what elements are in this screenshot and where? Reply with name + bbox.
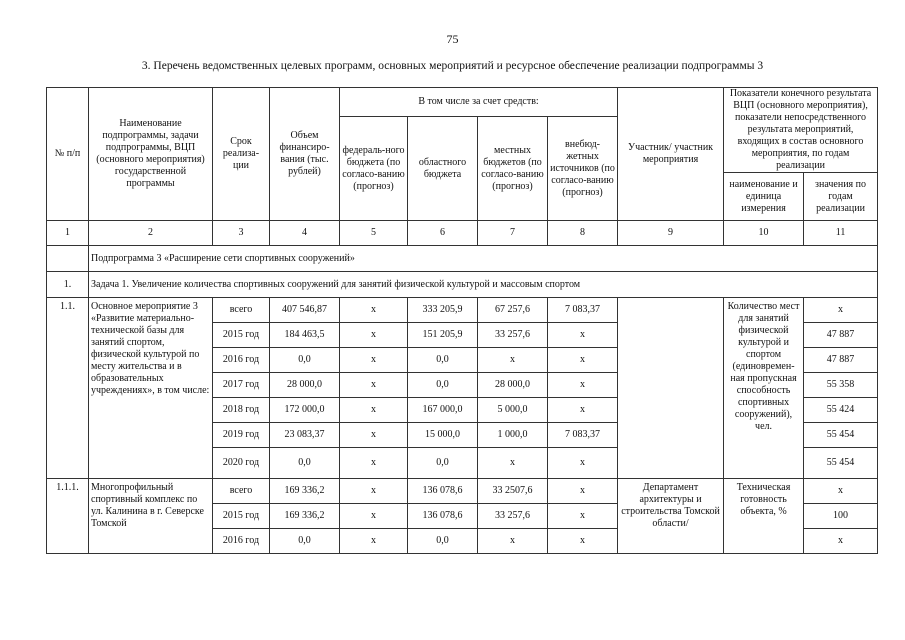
regional-cell: 0,0 [408, 373, 478, 398]
federal-cell: x [340, 423, 408, 448]
block2-name: Многопрофильный спортивный комплекс по ул. Калинина в г. Северске Томской [89, 479, 213, 554]
regional-cell: 136 078,6 [408, 504, 478, 529]
header-indicators: Показатели конечного результата ВЦП (основного мероприятия), показатели непосредственного результата мероприятий, входящих в состав основного мероприятия, по годам реализации [724, 88, 878, 173]
local-cell: x [478, 348, 548, 373]
local-cell: 33 257,6 [478, 323, 548, 348]
header-num: № п/п [47, 88, 89, 221]
header-regional: областного бюджета [408, 117, 478, 221]
federal-cell: x [340, 504, 408, 529]
value-cell: 55 454 [804, 448, 878, 479]
volume-cell: 0,0 [270, 348, 340, 373]
task-title: Задача 1. Увеличение количества спортивных сооружений для занятий физической культурой и массовым спортом [89, 272, 878, 298]
volume-cell: 0,0 [270, 529, 340, 554]
col-number: 7 [478, 221, 548, 246]
local-cell: 67 257,6 [478, 298, 548, 323]
col-number: 2 [89, 221, 213, 246]
federal-cell: x [340, 529, 408, 554]
col-number: 3 [213, 221, 270, 246]
header-participant: Участник/ участник мероприятия [618, 88, 724, 221]
federal-cell: x [340, 373, 408, 398]
col-number: 8 [548, 221, 618, 246]
value-cell: 55 358 [804, 373, 878, 398]
task-num: 1. [47, 272, 89, 298]
term-cell: 2019 год [213, 423, 270, 448]
header-volume: Объем финансиро-вания (тыс. рублей) [270, 88, 340, 221]
table-row [47, 298, 878, 323]
volume-cell: 0,0 [270, 448, 340, 479]
value-cell: 47 887 [804, 348, 878, 373]
local-cell: 1 000,0 [478, 423, 548, 448]
federal-cell: x [340, 323, 408, 348]
regional-cell: 167 000,0 [408, 398, 478, 423]
regional-cell: 0,0 [408, 448, 478, 479]
block1-participant [618, 298, 724, 479]
extra-cell: x [548, 373, 618, 398]
regional-cell: 0,0 [408, 348, 478, 373]
block2-num: 1.1.1. [47, 479, 89, 554]
term-cell: 2015 год [213, 323, 270, 348]
table-row [47, 479, 878, 504]
col-number: 9 [618, 221, 724, 246]
value-cell: 100 [804, 504, 878, 529]
federal-cell: x [340, 298, 408, 323]
extra-cell: x [548, 479, 618, 504]
federal-cell: x [340, 448, 408, 479]
local-cell: x [478, 529, 548, 554]
extra-cell: x [548, 529, 618, 554]
block1-num: 1.1. [47, 298, 89, 479]
extra-cell: 7 083,37 [548, 423, 618, 448]
value-cell: x [804, 298, 878, 323]
subprogram-num [47, 246, 89, 272]
header-ind-values: значения по годам реализации [804, 173, 878, 221]
volume-cell: 172 000,0 [270, 398, 340, 423]
header-local: местных бюджетов (по согласо-ванию (прогноз) [478, 117, 548, 221]
col-number: 5 [340, 221, 408, 246]
value-cell: x [804, 479, 878, 504]
col-number: 4 [270, 221, 340, 246]
header-incl: В том числе за счет средств: [340, 88, 618, 117]
regional-cell: 15 000,0 [408, 423, 478, 448]
col-number: 1 [47, 221, 89, 246]
extra-cell: x [548, 323, 618, 348]
regional-cell: 0,0 [408, 529, 478, 554]
subprogram-title: Подпрограмма 3 «Расширение сети спортивных сооружений» [89, 246, 878, 272]
volume-cell: 184 463,5 [270, 323, 340, 348]
col-number: 10 [724, 221, 804, 246]
volume-cell: 28 000,0 [270, 373, 340, 398]
col-number: 11 [804, 221, 878, 246]
regional-cell: 136 078,6 [408, 479, 478, 504]
extra-cell: x [548, 398, 618, 423]
volume-cell: 169 336,2 [270, 504, 340, 529]
federal-cell: x [340, 348, 408, 373]
page-number: 75 [446, 32, 459, 46]
program-table [46, 87, 878, 554]
value-cell: 55 424 [804, 398, 878, 423]
term-cell: 2016 год [213, 348, 270, 373]
header-name: Наименование подпрограммы, задачи подпрограммы, ВЦП (основного мероприятия) государственной программы [89, 88, 213, 221]
value-cell: 55 454 [804, 423, 878, 448]
local-cell: 33 257,6 [478, 504, 548, 529]
local-cell: x [478, 448, 548, 479]
local-cell: 5 000,0 [478, 398, 548, 423]
term-cell: 2017 год [213, 373, 270, 398]
volume-cell: 23 083,37 [270, 423, 340, 448]
value-cell: 47 887 [804, 323, 878, 348]
block1-indicator: Количество мест для занятий физической культурой и спортом (единовремен-ная пропускная способность спортивных сооружений), чел. [724, 298, 804, 479]
regional-cell: 333 205,9 [408, 298, 478, 323]
extra-cell: x [548, 448, 618, 479]
extra-cell: x [548, 348, 618, 373]
volume-cell: 169 336,2 [270, 479, 340, 504]
subprogram-row [47, 246, 878, 272]
local-cell: 33 2507,6 [478, 479, 548, 504]
document-title: 3. Перечень ведомственных целевых программ, основных мероприятий и ресурсное обеспечение реализации подпрограммы 3 [141, 60, 764, 72]
term-cell: 2016 год [213, 529, 270, 554]
header-extra: внебюд-жетных источников (по согласо-ванию (прогноз) [548, 117, 618, 221]
block1-name: Основное мероприятие 3 «Развитие материально-технической базы для занятий спортом, физической культурой по месту жительства и в образовательных учреждениях», в том числе: [89, 298, 213, 479]
extra-cell: x [548, 504, 618, 529]
task-row [47, 272, 878, 298]
header-federal: федераль-ного бюджета (по согласо-ванию (прогноз) [340, 117, 408, 221]
block2-participant: Департамент архитектуры и строительства Томской области/ [618, 479, 724, 554]
term-cell: 2018 год [213, 398, 270, 423]
block2-indicator: Техническая готовность объекта, % [724, 479, 804, 554]
volume-cell: 407 546,87 [270, 298, 340, 323]
header-ind-name: наименование и единица измерения [724, 173, 804, 221]
column-number-row [47, 221, 878, 246]
term-cell: 2020 год [213, 448, 270, 479]
header-term: Срок реализа-ции [213, 88, 270, 221]
col-number: 6 [408, 221, 478, 246]
federal-cell: x [340, 398, 408, 423]
term-cell: всего [213, 479, 270, 504]
local-cell: 28 000,0 [478, 373, 548, 398]
term-cell: 2015 год [213, 504, 270, 529]
federal-cell: x [340, 479, 408, 504]
term-cell: всего [213, 298, 270, 323]
value-cell: x [804, 529, 878, 554]
extra-cell: 7 083,37 [548, 298, 618, 323]
regional-cell: 151 205,9 [408, 323, 478, 348]
